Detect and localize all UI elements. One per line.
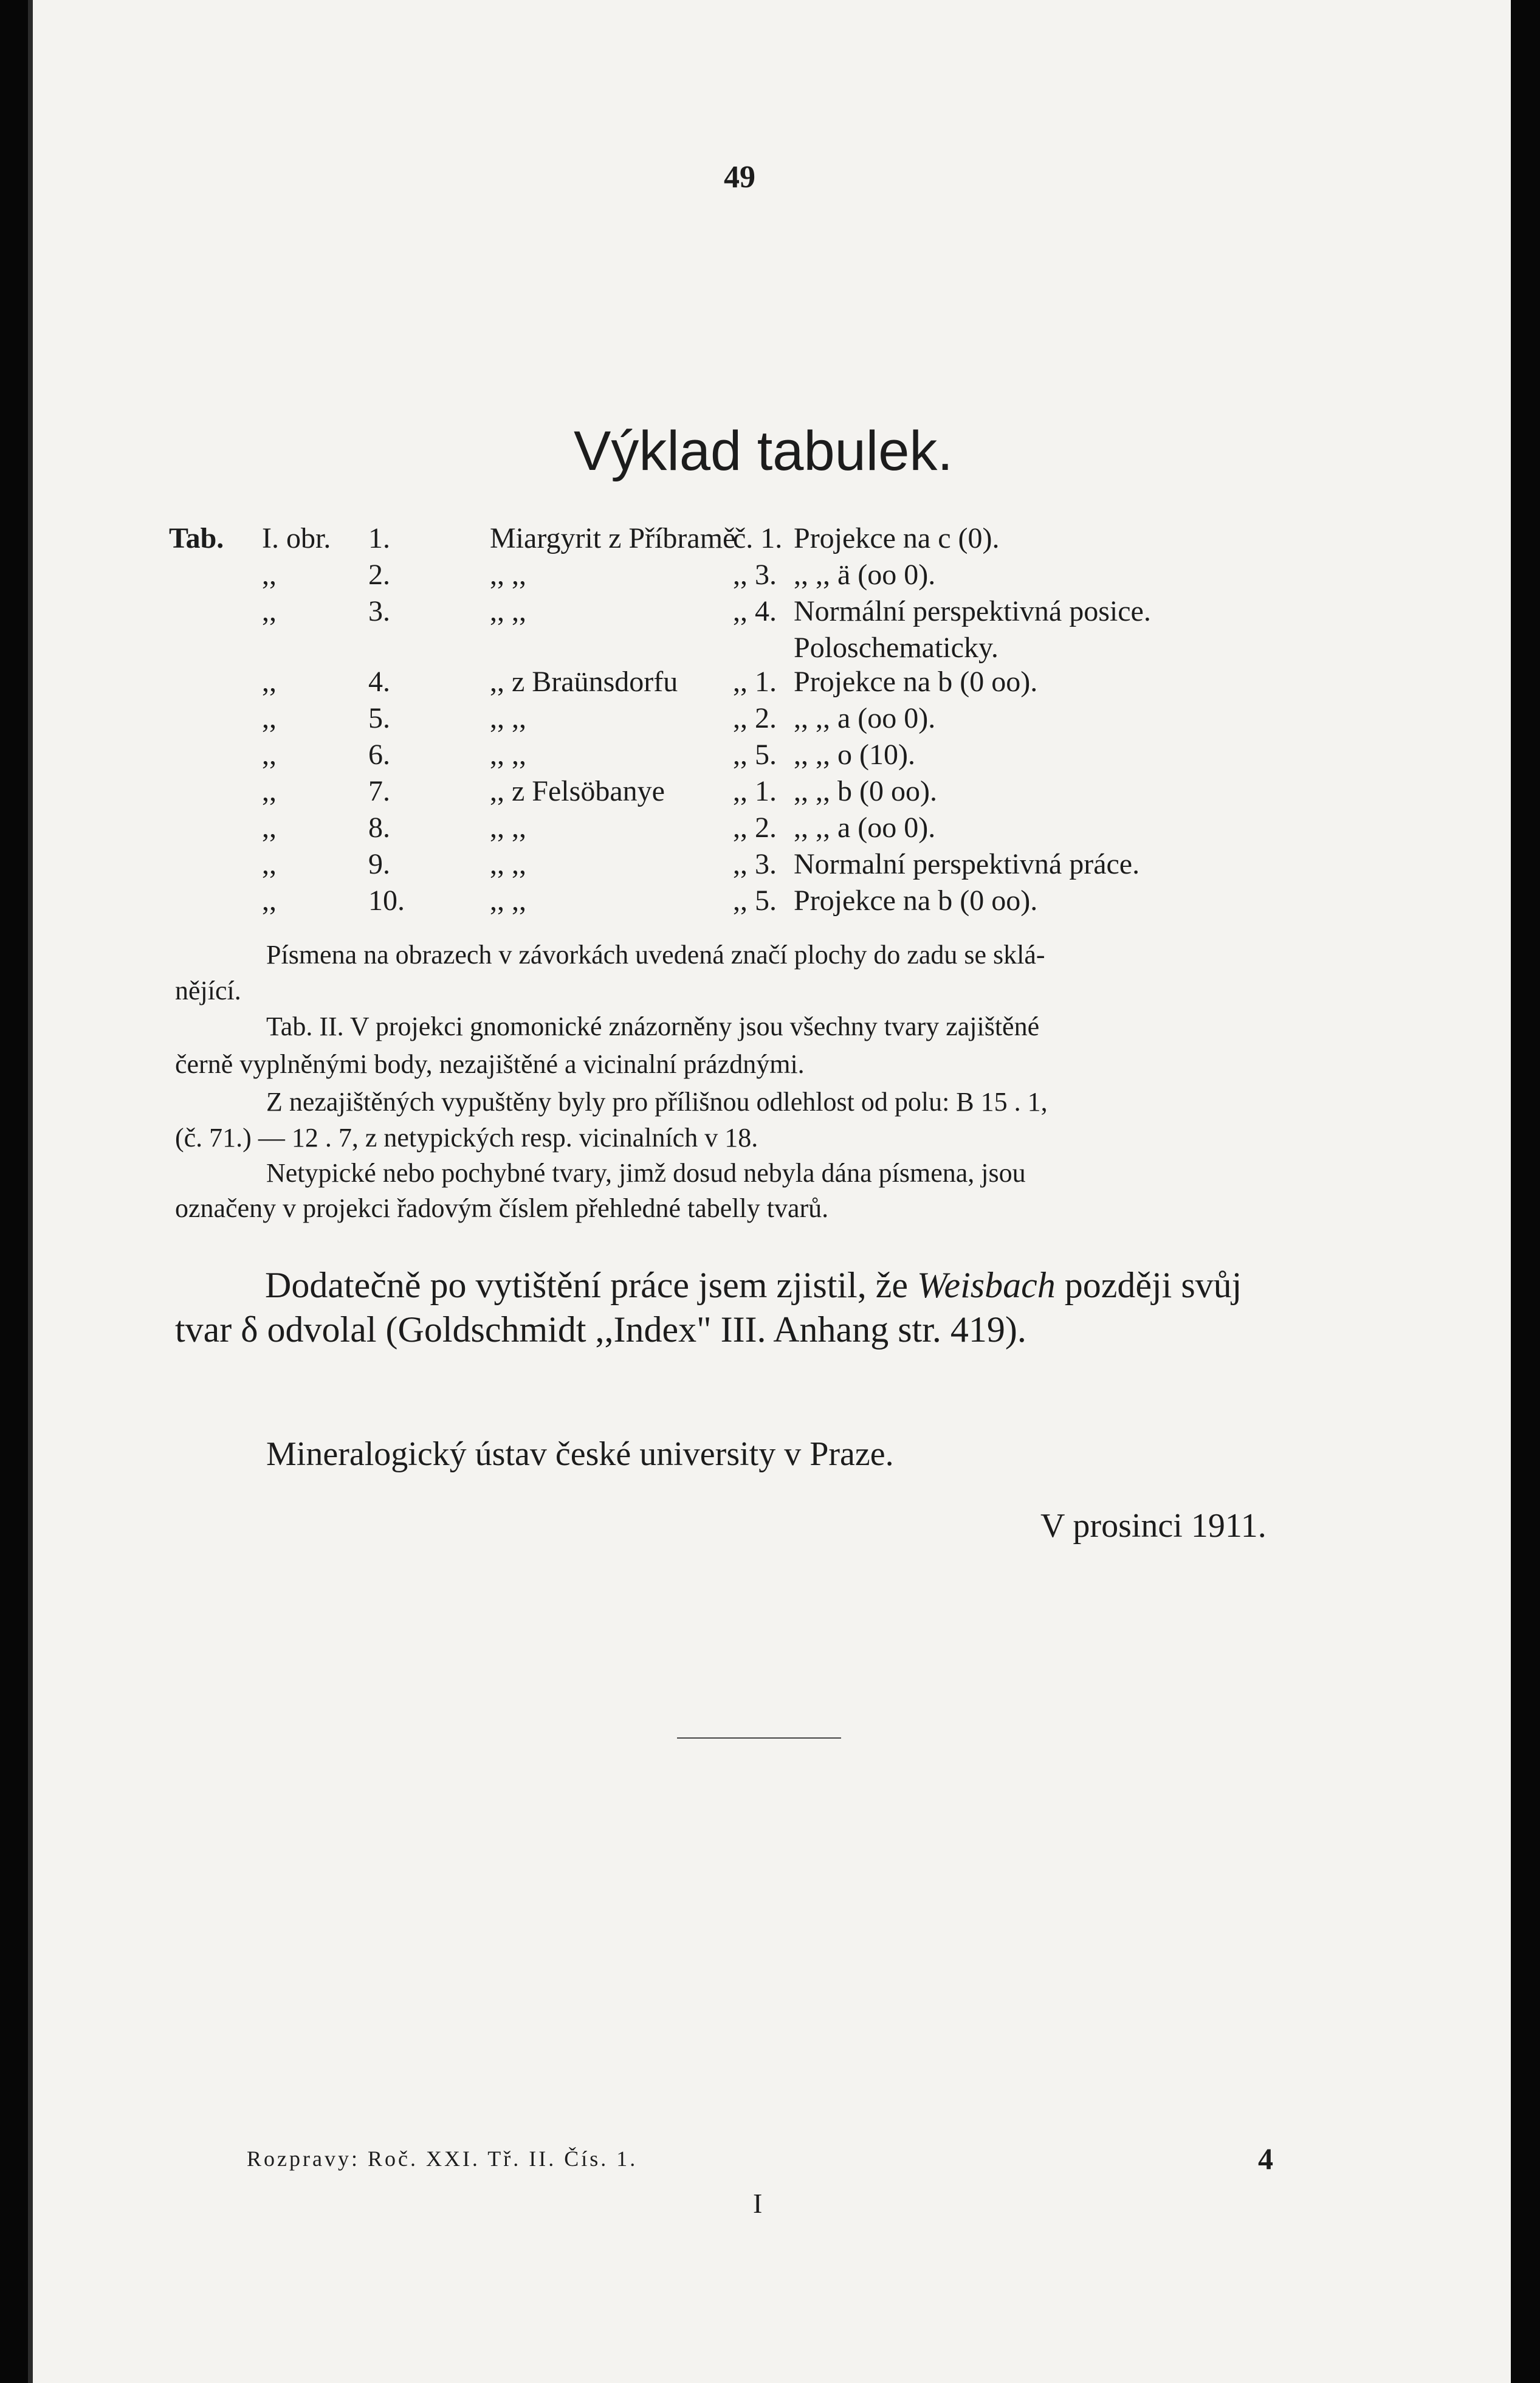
document-page (28, 0, 1511, 2383)
projection-description: Projekce na b (0 oo). (794, 666, 1038, 698)
projection-description: ,, ,, b (0 oo). (794, 775, 937, 807)
figure-number: 3. (368, 595, 390, 627)
crystal-number: ,, 4. (733, 595, 777, 627)
crystal-number: ,, 3. (733, 559, 777, 591)
tab-label: Tab. (169, 522, 224, 554)
tab-number: ,, (262, 739, 277, 771)
addendum-text: Dodatečně po vytištění práce jsem zjistil, že (265, 1265, 917, 1305)
paragraph-line: Písmena na obrazech v závorkách uvedená značí plochy do zadu se sklá- (266, 940, 1045, 970)
locality: ,, ,, (490, 812, 526, 844)
tab-number: ,, (262, 885, 277, 917)
locality: ,, ,, (490, 885, 526, 917)
paragraph-line: Tab. II. V projekci gnomonické znázorněny jsou všechny tvary zajištěné (266, 1012, 1040, 1041)
locality: ,, ,, (490, 702, 526, 734)
paragraph-line: Netypické nebo pochybné tvary, jimž dosud nebyla dána písmena, jsou (266, 1158, 1026, 1188)
projection-description: Projekce na b (0 oo). (794, 885, 1038, 917)
table-row (28, 847, 1511, 884)
tab-number: ,, (262, 595, 277, 627)
table-row (28, 884, 1511, 920)
paragraph-line: Z nezajištěných vypuštěny byly pro přílišnou odlehlost od polu: B 15 . 1, (266, 1087, 1048, 1117)
page-title: Výklad tabulek. (574, 420, 953, 482)
paragraph-line: označeny v projekci řadovým číslem přehledné tabelly tvarů. (175, 1193, 829, 1223)
projection-description: ,, ,, ä (oo 0). (794, 559, 936, 591)
figure-number: 5. (368, 702, 390, 734)
figure-number: 6. (368, 739, 390, 771)
tab-number: ,, (262, 848, 277, 880)
table-row (28, 595, 1511, 631)
table-row (28, 702, 1511, 738)
locality: Miargyrit z Příbramě (490, 522, 736, 554)
journal-footer: Rozpravy: Roč. XXI. Tř. II. Čís. 1. (247, 2147, 638, 2171)
table-row (28, 558, 1511, 595)
table-row (28, 522, 1511, 558)
date-line: V prosinci 1911. (1040, 1507, 1267, 1545)
addendum-note-line-2: tvar δ odvolal (Goldschmidt ,,Index" III. Anhang str. 419). (175, 1309, 1026, 1350)
table-row (28, 811, 1511, 847)
addendum-note-line-1 (265, 1264, 1242, 1306)
crystal-number: č. 1. (733, 522, 783, 554)
paragraph-line: černě vyplněnými body, nezajištěné a vicinalní prázdnými. (175, 1049, 805, 1079)
crystal-number: ,, 1. (733, 775, 777, 807)
author-name: Weisbach (916, 1265, 1056, 1305)
signature-mark: I (753, 2188, 763, 2219)
figure-number: 8. (368, 812, 390, 844)
locality: ,, z Braünsdorfu (490, 666, 678, 698)
paragraph-line: (č. 71.) — 12 . 7, z netypických resp. vicinalních v 18. (175, 1123, 758, 1153)
institute-line: Mineralogický ústav české university v Praze. (266, 1435, 894, 1473)
table-row (28, 631, 1511, 667)
table-row (28, 738, 1511, 774)
figure-number: 2. (368, 559, 390, 591)
crystal-number: ,, 5. (733, 739, 777, 771)
crystal-number: ,, 1. (733, 666, 777, 698)
figure-number: 10. (368, 885, 405, 917)
crystal-number: ,, 2. (733, 702, 777, 734)
locality: ,, ,, (490, 739, 526, 771)
figure-number: 7. (368, 775, 390, 807)
sheet-number: 4 (1258, 2142, 1273, 2176)
projection-description: Normalní perspektivná práce. (794, 848, 1140, 880)
page-number: 49 (724, 160, 755, 195)
page-spine-shadow (28, 0, 33, 2383)
table-row (28, 665, 1511, 702)
figure-number: 1. (368, 522, 390, 554)
crystal-number: ,, 5. (733, 885, 777, 917)
crystal-number: ,, 2. (733, 812, 777, 844)
locality: ,, ,, (490, 595, 526, 627)
projection-description: Poloschematicky. (794, 632, 999, 664)
paragraph-line: nějící. (175, 976, 241, 1005)
tab-number: ,, (262, 812, 277, 844)
tab-number: ,, (262, 666, 277, 698)
locality: ,, ,, (490, 848, 526, 880)
tab-number: ,, (262, 559, 277, 591)
tab-number: I. obr. (262, 522, 331, 554)
figure-number: 4. (368, 666, 390, 698)
addendum-text: později svůj (1055, 1265, 1242, 1305)
tab-number: ,, (262, 702, 277, 734)
projection-description: ,, ,, a (oo 0). (794, 702, 936, 734)
table-row (28, 774, 1511, 811)
crystal-number: ,, 3. (733, 848, 777, 880)
tab-number: ,, (262, 775, 277, 807)
projection-description: Projekce na c (0). (794, 522, 1000, 554)
projection-description: ,, ,, o (10). (794, 739, 915, 771)
projection-description: ,, ,, a (oo 0). (794, 812, 936, 844)
separator-rule (677, 1737, 841, 1739)
projection-description: Normální perspektivná posice. (794, 595, 1151, 627)
locality: ,, z Felsöbanye (490, 775, 665, 807)
figure-number: 9. (368, 848, 390, 880)
locality: ,, ,, (490, 559, 526, 591)
